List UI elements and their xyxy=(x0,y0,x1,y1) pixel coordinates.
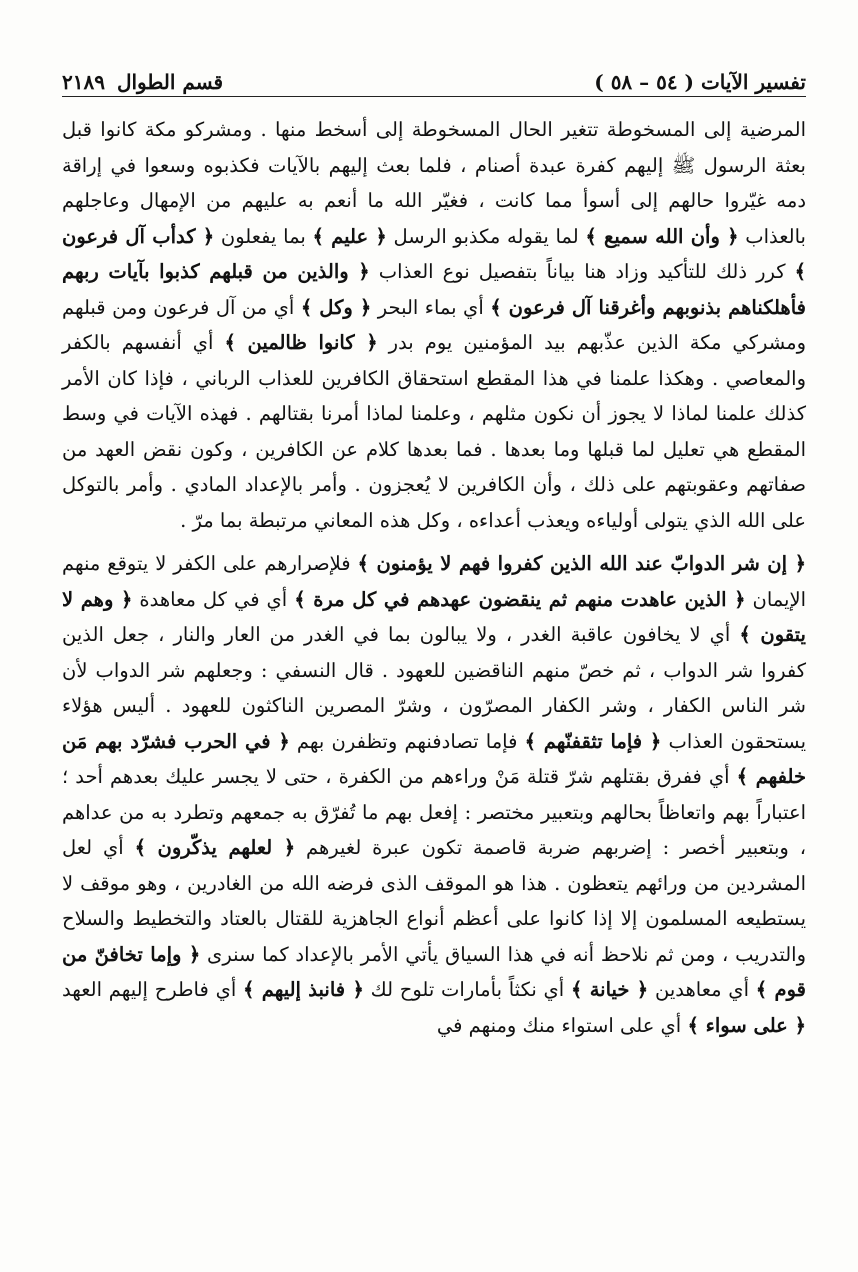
commentary-text: المرضية إلى المسخوطة تتغير الحال المسخوطة إلى أسخط منها . ومشركو مكة كانوا قبل بعثة الرسول ﷺ إليهم كفرة عبدة أصنام ، فلما بعث إليهم بالآيات فكذبوه وسعوا في إراقة دمه غيّروا حالهم إلى أسوأ مما كانت ، فغيّر الله ما أنعم به عليهم من الإمهال وعاجلهم بالعذاب xyxy=(62,118,806,248)
commentary-text: فإما تصادفنهم وتظفرن بهم xyxy=(289,729,525,753)
running-title: تفسير الآيات ( ٥٤ – ٥٨ ) xyxy=(594,70,806,94)
commentary-text: فلإصرارهم على الكفر لا يتوقع منهم الإيمان xyxy=(62,552,807,611)
commentary-text: كرر ذلك للتأكيد وزاد هنا بياناً بتفصيل نوع العذاب xyxy=(369,260,795,283)
tafsir-text xyxy=(62,112,806,1043)
commentary-text: بما يفعلون xyxy=(214,224,313,248)
commentary-text: أي فاطرح إليهم العهد xyxy=(62,978,243,1001)
quran-quote: ﴿ وإما تخافنّ من قوم ﴾ xyxy=(62,942,806,1001)
quran-quote: ﴿ على سواء ﴾ xyxy=(687,1013,806,1037)
quran-quote: ﴿ لعلهم يذكّرون ﴾ xyxy=(134,836,296,859)
quran-quote: ﴿ فإما تثقفنّهم ﴾ xyxy=(524,729,662,753)
commentary-text: أي لا يخافون عاقبة الغدر ، ولا يبالون بما في الغدر من العار والنار ، جعل الذين كفروا شر الدواب ، ثم خصّ منهم الناقضين للعهود . قال النسفي : وجعلهم شر الدواب لأن شر الناس الكفار ، وشر الكفار المصرّون ، وشرّ المصرين الناكثون للعهود . أليس هؤلاء يستحقون العذاب xyxy=(62,623,806,753)
commentary-text: أي من آل فرعون ومن قبلهم ومشركي مكة الذين عذّبهم بيد المؤمنين يوم بدر xyxy=(62,295,806,354)
quran-quote: ﴿ خيانة ﴾ xyxy=(570,978,649,1001)
commentary-text: أي ففرق بقتلهم شرّ قتلة مَنْ وراءهم من الكفرة ، حتى لا يجسر عليك بعدهم أحد ؛ اعتباراً بهم واتعاظاً بحالهم وبتعبير مختصر : إفعل بهم ما تُفرّق به جمعهم وتطرد به من عداهم ، وبتعبير أخصر : إضربهم ضربة قاصمة تكون عبرة لغيرهم xyxy=(62,765,806,859)
commentary-text: أي معاهدين xyxy=(648,978,756,1001)
quran-quote: ﴿ كدأب آل فرعون ﴾ xyxy=(62,224,806,283)
commentary-text: أي لعل المشردين من ورائهم يتعظون . هذا هو الموقف الذى فرضه الله من الغادرين ، وهو موقف لا يستطيعه المسلمون إلا إذا كانوا على أعظم أنواع الجاهزية للقتال بالعتاد والتخطيط والسلاح والتدريب ، ومن ثم نلاحظ أنه في هذا السياق يأتي الأمر بالإعداد كما سنرى xyxy=(62,836,806,966)
commentary-text: أي أنفسهم بالكفر والمعاصي . وهكذا علمنا في هذا المقطع استحقاق الكافرين للعذاب الرباني ، فإذا كان الأمر كذلك علمنا لماذا لا يجوز أن نكون مثلهم ، وعلمنا لماذا أمرنا بقتالهم . فهذه الآيات في وسط المقطع هي تعليل لما قبلها وما بعدها . فما بعدها كلام عن الكافرين ، وكون نقض العهد من صفاتهم وعقوبتهم على ذلك ، وأن الكافرين لا يُعجزون . وأمر بالإعداد المادي . وأمر بالتوكل على الله الذي يتولى أولياءه ويعذب أعداءه ، وكل هذه المعاني مرتبطة بما مرّ . xyxy=(62,331,806,532)
paragraph xyxy=(62,112,806,538)
quran-quote: ﴿ فانبذ إليهم ﴾ xyxy=(243,978,364,1001)
quran-quote: ﴿ في الحرب فشرّد بهم مَن خلفهم ﴾ xyxy=(62,729,807,788)
commentary-text: أي نكثاً بأمارات تلوح لك xyxy=(363,978,571,1001)
quran-quote: ﴿ والذين من قبلهم كذبوا بآيات ربهم فأهلكناهم بذنوبهم وأغرقنا آل فرعون ﴾ xyxy=(62,260,806,319)
paragraph xyxy=(62,546,806,1043)
quran-quote: ﴿ وهم لا يتقون ﴾ xyxy=(62,587,806,646)
quran-quote: ﴿ وكل ﴾ xyxy=(300,295,372,319)
commentary-text: أي بماء البحر xyxy=(371,295,491,319)
commentary-text: أي في كل معاهدة xyxy=(132,587,295,611)
quran-quote: ﴿ عليم ﴾ xyxy=(312,224,387,248)
quran-quote: ﴿ الذين عاهدت منهم ثم ينقضون عهدهم في كل مرة ﴾ xyxy=(294,587,746,611)
section-title: قسم الطوال xyxy=(116,70,224,94)
commentary-text: لما يقوله مكذبو الرسل xyxy=(386,224,586,248)
quran-quote: ﴿ كانوا ظالمين ﴾ xyxy=(224,331,378,354)
quran-quote: ﴿ إن شر الدوابّ عند الله الذين كفروا فهم لا يؤمنون ﴾ xyxy=(357,552,806,575)
page-number: ٢١٨٩ xyxy=(62,70,105,94)
quran-quote: ﴿ وأن الله سميع ﴾ xyxy=(585,224,739,248)
section-and-page xyxy=(62,70,223,94)
commentary-text: أي على استواء منك ومنهم في xyxy=(436,1013,688,1037)
page-header xyxy=(62,58,806,94)
header-rule xyxy=(62,96,806,97)
